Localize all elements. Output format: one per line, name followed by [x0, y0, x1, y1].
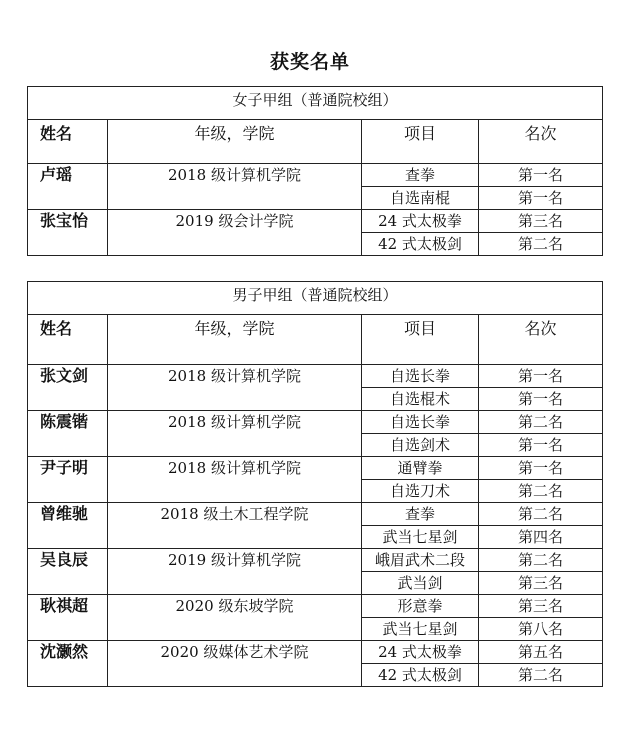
- women-group-rows: [28, 164, 603, 256]
- rank-cell: 第一名: [479, 434, 603, 457]
- person-grade: 2019 级会计学院: [108, 210, 362, 256]
- rank-cell: 第一名: [479, 187, 603, 210]
- table-row: [28, 549, 603, 572]
- header-grade: 年级，学院: [108, 120, 362, 164]
- rank-cell: 第二名: [479, 480, 603, 503]
- event-cell: 通臂拳: [362, 457, 479, 480]
- table-row: [28, 503, 603, 526]
- person-grade: 2019 级计算机学院: [108, 549, 362, 595]
- header-grade: 年级，学院: [108, 315, 362, 365]
- event-cell: 形意拳: [362, 595, 479, 618]
- table-header-row: [28, 315, 603, 365]
- event-cell: 24 式太极拳: [362, 210, 479, 233]
- event-cell: 武当剑: [362, 572, 479, 595]
- table-row: [28, 457, 603, 480]
- men-group-label: 男子甲组（普通院校组）: [28, 282, 603, 315]
- person-grade: 2018 级计算机学院: [108, 164, 362, 210]
- header-event: 项目: [362, 315, 479, 365]
- event-cell: 峨眉武术二段: [362, 549, 479, 572]
- women-group-label: 女子甲组（普通院校组）: [28, 87, 603, 120]
- header-rank: 名次: [479, 120, 603, 164]
- person-grade: 2020 级媒体艺术学院: [108, 641, 362, 687]
- header-name: 姓名: [28, 120, 108, 164]
- header-name: 姓名: [28, 315, 108, 365]
- event-cell: 自选棍术: [362, 388, 479, 411]
- person-grade: 2018 级计算机学院: [108, 365, 362, 411]
- rank-cell: 第二名: [479, 549, 603, 572]
- header-event: 项目: [362, 120, 479, 164]
- event-cell: 查拳: [362, 503, 479, 526]
- rank-cell: 第三名: [479, 572, 603, 595]
- rank-cell: 第二名: [479, 233, 603, 256]
- rank-cell: 第三名: [479, 210, 603, 233]
- event-cell: 24 式太极拳: [362, 641, 479, 664]
- table-row: [28, 411, 603, 434]
- event-cell: 42 式太极剑: [362, 233, 479, 256]
- rank-cell: 第四名: [479, 526, 603, 549]
- event-cell: 自选剑术: [362, 434, 479, 457]
- rank-cell: 第三名: [479, 595, 603, 618]
- rank-cell: 第一名: [479, 365, 603, 388]
- event-cell: 自选南棍: [362, 187, 479, 210]
- men-group-rows: [28, 365, 603, 687]
- event-cell: 自选长拳: [362, 411, 479, 434]
- event-cell: 42 式太极剑: [362, 664, 479, 687]
- rank-cell: 第五名: [479, 641, 603, 664]
- rank-cell: 第二名: [479, 503, 603, 526]
- table-row: [28, 365, 603, 388]
- person-grade: 2020 级东坡学院: [108, 595, 362, 641]
- table-row: [28, 595, 603, 618]
- event-cell: 自选长拳: [362, 365, 479, 388]
- event-cell: 自选刀术: [362, 480, 479, 503]
- rank-cell: 第八名: [479, 618, 603, 641]
- rank-cell: 第一名: [479, 388, 603, 411]
- women-group-table: [27, 86, 603, 256]
- rank-cell: 第一名: [479, 457, 603, 480]
- table-row: [28, 210, 603, 233]
- men-group-table: [27, 281, 603, 687]
- event-cell: 查拳: [362, 164, 479, 187]
- page-title: 获奖名单: [269, 51, 350, 73]
- header-rank: 名次: [479, 315, 603, 365]
- person-name: 卢瑶: [28, 164, 108, 210]
- person-name: 张文剑: [28, 365, 108, 411]
- person-name: 沈灏然: [28, 641, 108, 687]
- person-grade: 2018 级计算机学院: [108, 411, 362, 457]
- person-name: 陈震锴: [28, 411, 108, 457]
- person-name: 尹子明: [28, 457, 108, 503]
- person-name: 耿祺超: [28, 595, 108, 641]
- rank-cell: 第一名: [479, 164, 603, 187]
- person-name: 吴良辰: [28, 549, 108, 595]
- event-cell: 武当七星剑: [362, 526, 479, 549]
- event-cell: 武当七星剑: [362, 618, 479, 641]
- table-row: [28, 164, 603, 187]
- rank-cell: 第二名: [479, 411, 603, 434]
- person-grade: 2018 级土木工程学院: [108, 503, 362, 549]
- table-header-row: [28, 120, 603, 164]
- person-grade: 2018 级计算机学院: [108, 457, 362, 503]
- table-row: [28, 641, 603, 664]
- person-name: 张宝怡: [28, 210, 108, 256]
- person-name: 曾维驰: [28, 503, 108, 549]
- rank-cell: 第二名: [479, 664, 603, 687]
